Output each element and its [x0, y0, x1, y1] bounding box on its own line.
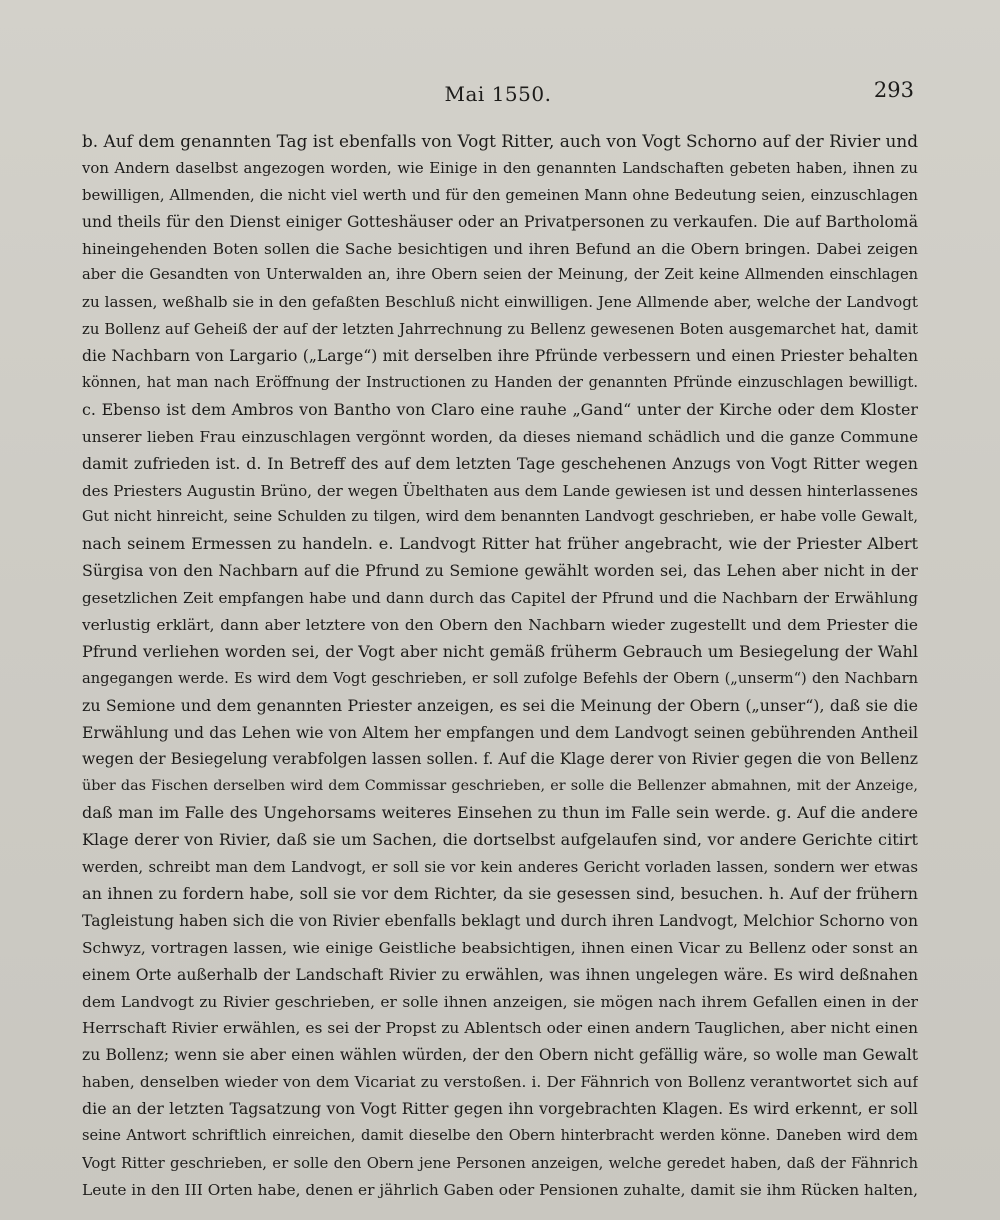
- text-line: über das Fischen derselben wird dem Commissar geschrieben, er solle die Bellenzer abmahnen, mit der Anzeige,: [82, 778, 918, 795]
- text-line: gesetzlichen Zeit empfangen habe und dann durch das Capitel der Pfrund und die Nachbarn der Erwählung: [82, 589, 918, 608]
- text-line: von Andern daselbst angezogen worden, wie Einige in den genannten Landschaften gebeten haben, ihnen zu: [82, 158, 918, 177]
- text-line: Schwyz, vortragen lassen, wie einige Geistliche beabsichtigen, ihnen einen Vicar zu Bellenz oder sonst an: [82, 938, 918, 957]
- text-line: und theils für den Dienst einiger Gotteshäuser oder an Privatpersonen zu verkaufen. Die auf Bartholomä: [82, 212, 918, 231]
- text-line: damit zufrieden ist. d. In Betreff des auf dem letzten Tage geschehenen Anzugs von Vogt Ritter wegen: [82, 453, 918, 473]
- text-line: Tagleistung haben sich die von Rivier ebenfalls beklagt und durch ihren Landvogt, Melchior Schorno von: [82, 911, 918, 930]
- text-line: dem Landvogt zu Rivier geschrieben, er solle ihnen anzeigen, sie mögen nach ihrem Gefallen einen in der: [82, 992, 918, 1011]
- text-line: hineingehenden Boten sollen die Sache besichtigen und ihren Befund an die Obern bringen. Dabei zeigen: [82, 239, 918, 258]
- text-line: an ihnen zu fordern habe, soll sie vor dem Richter, da sie gesessen sind, besuchen. h. Auf der frühern: [82, 883, 918, 903]
- text-line: Pfrund verliehen worden sei, der Vogt aber nicht gemäß früherm Gebrauch um Besiegelung der Wahl: [82, 641, 918, 661]
- text-line: angegangen werde. Es wird dem Vogt geschrieben, er soll zufolge Befehls der Obern („unserm“) den Nachbarn: [82, 669, 918, 687]
- text-line: die an der letzten Tagsatzung von Vogt Ritter gegen ihn vorgebrachten Klagen. Es wird erkennt, er soll: [82, 1099, 918, 1119]
- text-line: Vogt Ritter geschrieben, er solle den Obern jene Personen anzeigen, welche geredet haben, daß der Fähnrich: [82, 1153, 918, 1172]
- text-line: Sürgisa von den Nachbarn auf die Pfrund zu Semione gewählt worden sei, das Lehen aber nicht in der: [82, 561, 918, 581]
- text-line: zu Bollenz auf Geheiß der auf der letzten Jahrrechnung zu Bellenz gewesenen Boten ausgemarchet hat, damit: [82, 320, 918, 339]
- text-line: haben, denselben wieder von dem Vicariat zu verstoßen. i. Der Fähnrich von Bollenz verantwortet sich auf: [82, 1073, 918, 1092]
- text-line: wegen der Besiegelung verabfolgen lassen sollen. f. Auf die Klage derer von Rivier gegen die von Bellenz: [82, 750, 918, 769]
- text-line: Klage derer von Rivier, daß sie um Sachen, die dortselbst aufgelaufen sind, vor andere Gerichte citirt: [82, 830, 918, 850]
- text-line: zu lassen, weßhalb sie in den gefaßten Beschluß nicht einwilligen. Jene Allmende aber, welche der Landvogt: [82, 293, 918, 312]
- text-line: zu Bollenz; wenn sie aber einen wählen würden, der den Obern nicht gefällig wäre, so wolle man Gewalt: [82, 1046, 918, 1065]
- text-line: können, hat man nach Eröffnung der Instructionen zu Handen der genannten Pfründe einzuschlagen bewilligt.: [82, 374, 918, 392]
- text-line: bewilligen, Allmenden, die nicht viel werth und für den gemeinen Mann ohne Bedeutung seien, einzuschlagen: [82, 185, 918, 204]
- text-line: unserer lieben Frau einzuschlagen vergönnt worden, da dieses niemand schädlich und die ganze Commune: [82, 427, 918, 446]
- text-line: verlustig erklärt, dann aber letztere von den Obern den Nachbarn wieder zugestellt und dem Priester die: [82, 616, 918, 635]
- text-line: des Priesters Augustin Brüno, der wegen Übelthaten aus dem Lande gewiesen ist und dessen hinterlassenes: [82, 481, 918, 500]
- text-line: b. Auf dem genannten Tag ist ebenfalls von Vogt Ritter, auch von Vogt Schorno auf der Rivier und: [82, 131, 918, 151]
- running-title: Mai 1550.: [444, 82, 552, 106]
- page-number: 293: [873, 78, 914, 102]
- text-line: Leute in den III Orten habe, denen er jährlich Gaben oder Pensionen zuhalte, damit sie ihm Rücken halten,: [82, 1180, 918, 1199]
- text-line: Erwählung und das Lehen wie von Altem her empfangen und dem Landvogt seinen gebührenden Antheil: [82, 723, 918, 742]
- body-text: [82, 128, 918, 1204]
- page-header: [82, 78, 914, 112]
- text-line: Gut nicht hinreicht, seine Schulden zu tilgen, wird dem benannten Landvogt geschrieben, er habe volle Gewalt,: [82, 508, 918, 526]
- text-line: aber die Gesandten von Unterwalden an, ihre Obern seien der Meinung, der Zeit keine Allmenden einschlagen: [82, 266, 918, 284]
- text-line: nach seinem Ermessen zu handeln. e. Landvogt Ritter hat früher angebracht, wie der Priester Albert: [82, 534, 918, 554]
- text-line: daß man im Falle des Ungehorsams weiteres Einsehen zu thun im Falle sein werde. g. Auf die andere: [82, 803, 918, 823]
- text-line: werden, schreibt man dem Landvogt, er soll sie vor kein anderes Gericht vorladen lassen, sondern wer etwas: [82, 858, 918, 877]
- text-line: einem Orte außerhalb der Landschaft Rivier zu erwählen, was ihnen ungelegen wäre. Es wird deßnahen: [82, 965, 918, 984]
- text-line: c. Ebenso ist dem Ambros von Bantho von Claro eine rauhe „Gand“ unter der Kirche oder dem Kloster: [82, 399, 918, 419]
- text-line: die Nachbarn von Largario („Large“) mit derselben ihre Pfründe verbessern und einen Priester behalten: [82, 347, 918, 366]
- text-line: seine Antwort schriftlich einreichen, damit dieselbe den Obern hinterbracht werden könne. Daneben wird dem: [82, 1126, 918, 1144]
- text-line: Herrschaft Rivier erwählen, es sei der Propst zu Ablentsch oder einen andern Tauglichen, aber nicht einen: [82, 1019, 918, 1038]
- text-line: zu Semione und dem genannten Priester anzeigen, es sei die Meinung der Obern („unser“), daß sie die: [82, 695, 918, 715]
